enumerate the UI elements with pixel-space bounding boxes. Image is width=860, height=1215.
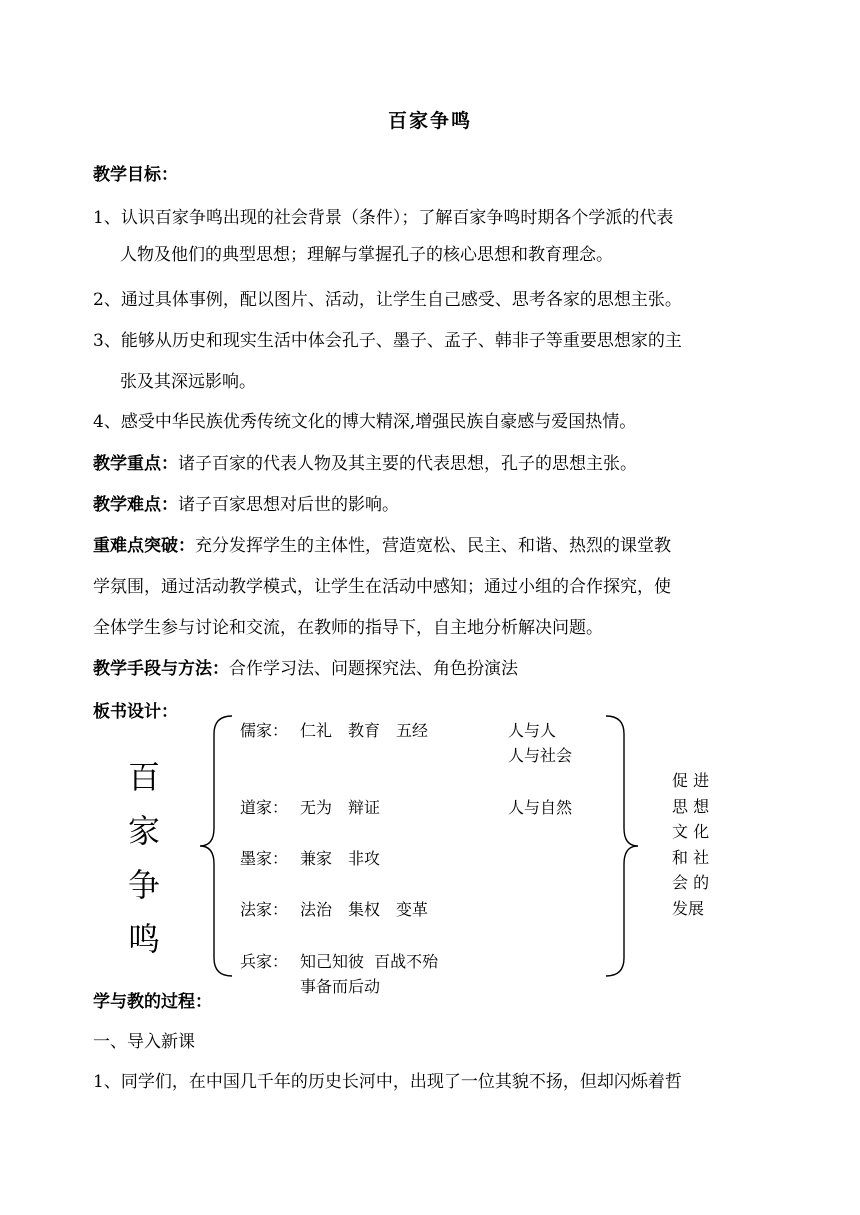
breakthrough bbox=[93, 531, 671, 556]
board-label: 板书设计： bbox=[93, 702, 178, 722]
section-1-heading: 一、导入新课 bbox=[93, 1032, 195, 1052]
difficulties bbox=[93, 490, 399, 515]
breakthrough-line-2: 学氛围，通过活动教学模式，让学生在活动中感知；通过小组的合作探究，使 bbox=[93, 577, 671, 597]
school-military-ideas: 知己知彼 百战不殆 bbox=[300, 952, 439, 971]
methods-label: 教学手段与方法： bbox=[93, 659, 229, 679]
big-char-2: 家 bbox=[128, 812, 161, 850]
process-heading: 学与教的过程： bbox=[93, 992, 212, 1012]
difficulties-text: 诸子百家思想对后世的影响。 bbox=[178, 495, 399, 515]
school-confucian-name: 儒家： bbox=[240, 721, 289, 740]
breakthrough-line-3: 全体学生参与讨论和交流，在教师的指导下，自主地分析解决问题。 bbox=[93, 618, 603, 638]
objective-1: 1、认识百家争鸣出现的社会背景（条件）；了解百家争鸣时期各个学派的代表 bbox=[93, 208, 674, 228]
school-military-name: 兵家： bbox=[240, 952, 289, 971]
summary-line: 和 社 bbox=[672, 847, 710, 867]
key-points bbox=[93, 449, 637, 474]
section-1-paragraph: 1、同学们，在中国几千年的历史长河中，出现了一位其貌不扬，但却闪烁着哲 bbox=[93, 1072, 682, 1092]
big-char-4: 鸣 bbox=[128, 920, 161, 958]
school-mohist-name: 墨家： bbox=[240, 849, 289, 868]
summary-line: 会 的 bbox=[672, 873, 710, 892]
breakthrough-line-1: 充分发挥学生的主体性，营造宽松、民主、和谐、热烈的课堂教 bbox=[195, 536, 671, 556]
methods-text: 合作学习法、问题探究法、角色扮演法 bbox=[229, 659, 518, 679]
school-military-ideas-cont: 事备而后动 bbox=[300, 977, 381, 996]
school-legalist-ideas: 法治 集权 变革 bbox=[300, 900, 429, 919]
school-confucian-ideas: 仁礼 教育 五经 bbox=[300, 721, 429, 740]
key-points-label: 教学重点： bbox=[93, 454, 178, 474]
objective-3-cont: 张及其深远影响。 bbox=[120, 372, 256, 392]
objective-1-cont: 人物及他们的典型思想；理解与掌握孔子的核心思想和教育理念。 bbox=[120, 245, 613, 265]
board-summary bbox=[672, 768, 709, 921]
summary-line: 思 想 bbox=[672, 796, 710, 816]
methods bbox=[93, 654, 518, 679]
key-points-text: 诸子百家的代表人物及其主要的代表思想，孔子的思想主张。 bbox=[178, 454, 637, 474]
relation-3: 人与自然 bbox=[508, 798, 573, 817]
school-daoist-ideas: 无为 辩证 bbox=[300, 798, 381, 817]
left-brace bbox=[196, 712, 236, 980]
summary-line: 发展 bbox=[672, 898, 705, 918]
relation-1: 人与人 bbox=[508, 721, 557, 740]
summary-line: 促 进 bbox=[672, 771, 710, 790]
difficulties-label: 教学难点： bbox=[93, 495, 178, 515]
objective-4: 4、感受中华民族优秀传统文化的博大精深,增强民族自豪感与爱国热情。 bbox=[93, 412, 637, 432]
page-title: 百家争鸣 bbox=[387, 110, 472, 132]
objective-3: 3、能够从历史和现实生活中体会孔子、墨子、孟子、韩非子等重要思想家的主 bbox=[93, 331, 682, 351]
right-brace bbox=[602, 712, 642, 980]
big-char-3: 争 bbox=[128, 866, 161, 904]
summary-line: 文 化 bbox=[672, 822, 710, 841]
school-daoist-name: 道家： bbox=[240, 798, 289, 817]
relation-2: 人与社会 bbox=[508, 746, 573, 765]
objective-2: 2、通过具体事例，配以图片、活动，让学生自己感受、思考各家的思想主张。 bbox=[93, 290, 682, 310]
breakthrough-label: 重难点突破： bbox=[93, 536, 195, 556]
school-mohist-ideas: 兼家 非攻 bbox=[300, 849, 381, 868]
big-char-1: 百 bbox=[128, 758, 161, 796]
school-legalist-name: 法家： bbox=[240, 900, 289, 919]
objectives-heading: 教学目标： bbox=[93, 165, 178, 185]
